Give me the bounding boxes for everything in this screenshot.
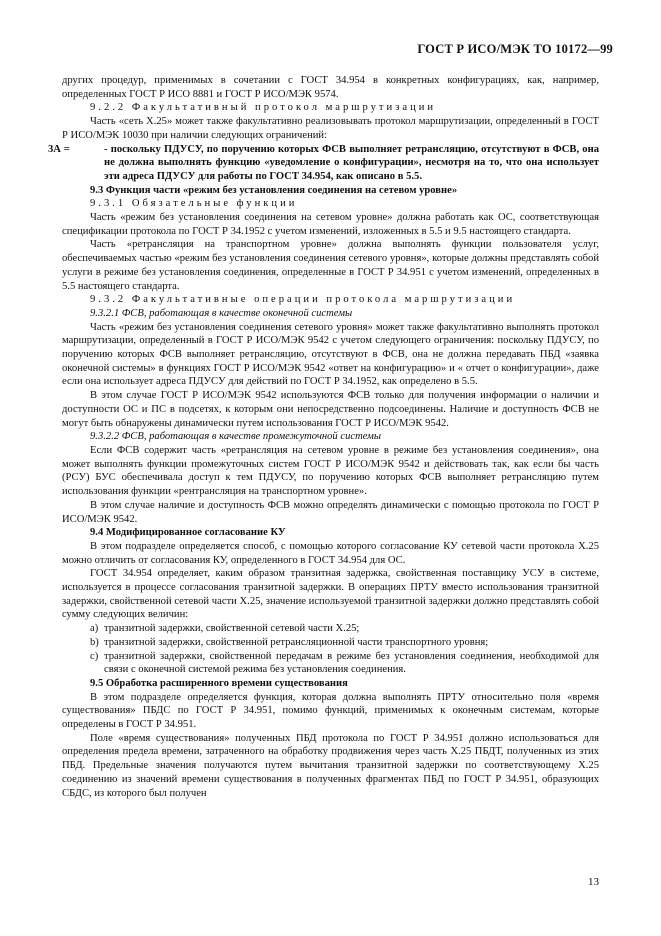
section-heading: 9.2.2 Факультативный протокол маршрутизации <box>90 102 437 114</box>
list-item <box>62 622 599 636</box>
paragraph: Часть «ретрансляция на транспортном уровне» должна выполнять функции пользователя услуг, обеспечиваемых частью «режим без установления соединения сетевого уровня», которые должны представлять собой услуги в режиме без установления соединения, определенные в ГОСТ Р 34.951 с учетом изменений, определенных в 5.5 настоящего стандарта. <box>62 239 599 292</box>
list-marker: a) <box>90 623 99 635</box>
paragraph: Поле «время существования» полученных ПБД протокола по ГОСТ Р 34.951 должно использоваться для определения предела времени, затраченного на обработку продвижения через часть Х.25 ПБДТ, полученных из этих ПБД. Предельные значения получаются путем вычитания транзитной задержки по соответствующему Х.25 соединению из значений времени существования в полученных фрагментах ПБД по ГОСТ Р 34.951, образующих СБДС, из которого был получен <box>62 732 599 799</box>
list-item-text: транзитной задержки, свойственной передачам в режиме без установления соединения, необходимой для связи с оконечной системой режима без установления соединения. <box>104 650 599 676</box>
paragraph: Часть «сеть Х.25» может также факультативно реализовывать протокол маршрутизации, определенный в ГОСТ Р ИСО/МЭК 10030 при наличии следующих ограничений: <box>62 116 599 141</box>
paragraph: Если ФСВ содержит часть «ретрансляция на сетевом уровне в режиме без установления соединения», она может выполнять функции промежуточных систем ГОСТ Р ИСО/МЭК 9542 и действовать так, как если бы часть (РСУ) БУС обеспечивала доступ к тем ПДУСУ, по поручению которых ФСВ выполняет ретрансляцию путем использования функции «рентрансляция на транспортном уровне». <box>62 444 599 498</box>
paragraph: В этом подразделе определяется способ, с помощью которого согласование КУ сетевой части протокола Х.25 можно отличить от согласования КУ, определенного в ГОСТ 34.954 для ОС. <box>62 540 599 566</box>
list-item <box>62 636 599 650</box>
list-item <box>62 650 599 677</box>
amendment-text: - поскольку ПДУСУ, по поручению которых ФСВ выполняет ретрансляцию, отсутствуют в ФСВ, она не должна выполнять функцию «уведомление о конфигурации», несмотря на то, что она использует эти адреса ПДУСУ для работы по ГОСТ 34.954, как описано в 5.5. <box>104 143 599 182</box>
section-heading: 9.3.2 Факультативные операции протокола маршрутизации <box>90 294 516 306</box>
section-heading: 9.4 Модифицированное согласование КУ <box>90 527 286 539</box>
section-heading: 9.3.2.2 ФСВ, работающая в качестве промежуточной системы <box>90 431 382 443</box>
section-heading: 9.3.1 Обязательные функции <box>90 198 298 210</box>
paragraph: В этом случае ГОСТ Р ИСО/МЭК 9542 используются ФСВ только для получения информации о наличии и доступности ОС и ПС в подсетях, к которым они непосредственно подсоединены. Наличие и доступность ФСВ не могут быть обнаружены динамически путем использования ГОСТ Р ИСО/МЭК 9542. <box>62 390 599 429</box>
document-header: ГОСТ Р ИСО/МЭК ТО 10172—99 <box>417 42 613 56</box>
paragraph: В этом подразделе определяется функция, которая должна выполнять ПРТУ относительно поля «время существования» ПБДС по ГОСТ Р 34.951, помимо функций, применимых к оконечным системам, которые определены в ГОСТ Р 34.951. <box>62 691 599 731</box>
paragraph: В этом случае наличие и доступность ФСВ можно определять динамически с помощью протокола по ГОСТ Р ИСО/МЭК 9542. <box>62 499 599 525</box>
list-item-text: транзитной задержки, свойственной ретрансляционной части транспортного уровня; <box>104 636 489 648</box>
paragraph: Часть «режим без установления соединения на сетевом уровне» должна работать как ОС, соответствующая спецификации протокола по ГОСТ Р 34.1952 с учетом изменений, изложенных в 5.5 и 9.5 настоящего стандарта. <box>62 212 599 237</box>
list-marker: c) <box>90 650 99 662</box>
paragraph: других процедур, применимых в сочетании с ГОСТ 34.954 в конкретных конфигурациях, как, например, определенных ГОСТ Р ИСО 8881 и ГОСТ Р ИСО/МЭК 9574. <box>62 75 599 100</box>
section-heading: 9.3.2.1 ФСВ, работающая в качестве оконечной системы <box>90 307 353 319</box>
list-marker: b) <box>90 636 99 648</box>
section-heading: 9.3 Функция части «режим без установления соединения на сетевом уровне» <box>90 184 458 196</box>
document-body <box>48 74 599 800</box>
paragraph: ГОСТ 34.954 определяет, каким образом транзитная задержка, свойственная поставщику УСУ в системе, используется в процессе согласования транзитной задержки. В операциях ПРТУ вместо использования транзитной задержки, свойственной сетевой части Х.25, значение используемой транзитной задержки должно представлять собой сумму следующих величин: <box>62 568 599 621</box>
amendment-note <box>48 143 599 184</box>
section-heading: 9.5 Обработка расширенного времени существования <box>90 677 348 689</box>
paragraph: Часть «режим без установления соединения сетевого уровня» может также факультативно выполнять протокол маршрутизации, определенный в ГОСТ Р ИСО/МЭК 9542 с учетом следующего ограничения: поскольку ПДУСУ, по поручению которых ФСВ выполняет ретрансляцию, отсутствуют в ФСВ, она не должна передавать ПБД «заявка оконечной системы» в функциях ГОСТ Р ИСО/МЭК 9542 «ответ на конфигурацию» и « отчет о конфигурации», даже если она использует адреса ПДУСУ для действий по ГОСТ Р 34.1952, как определено в 5.5. <box>62 321 599 388</box>
list-item-text: транзитной задержки, свойственной сетевой части Х.25; <box>104 623 360 635</box>
page-number: 13 <box>588 876 599 888</box>
amendment-tag: 3А = <box>48 143 70 155</box>
